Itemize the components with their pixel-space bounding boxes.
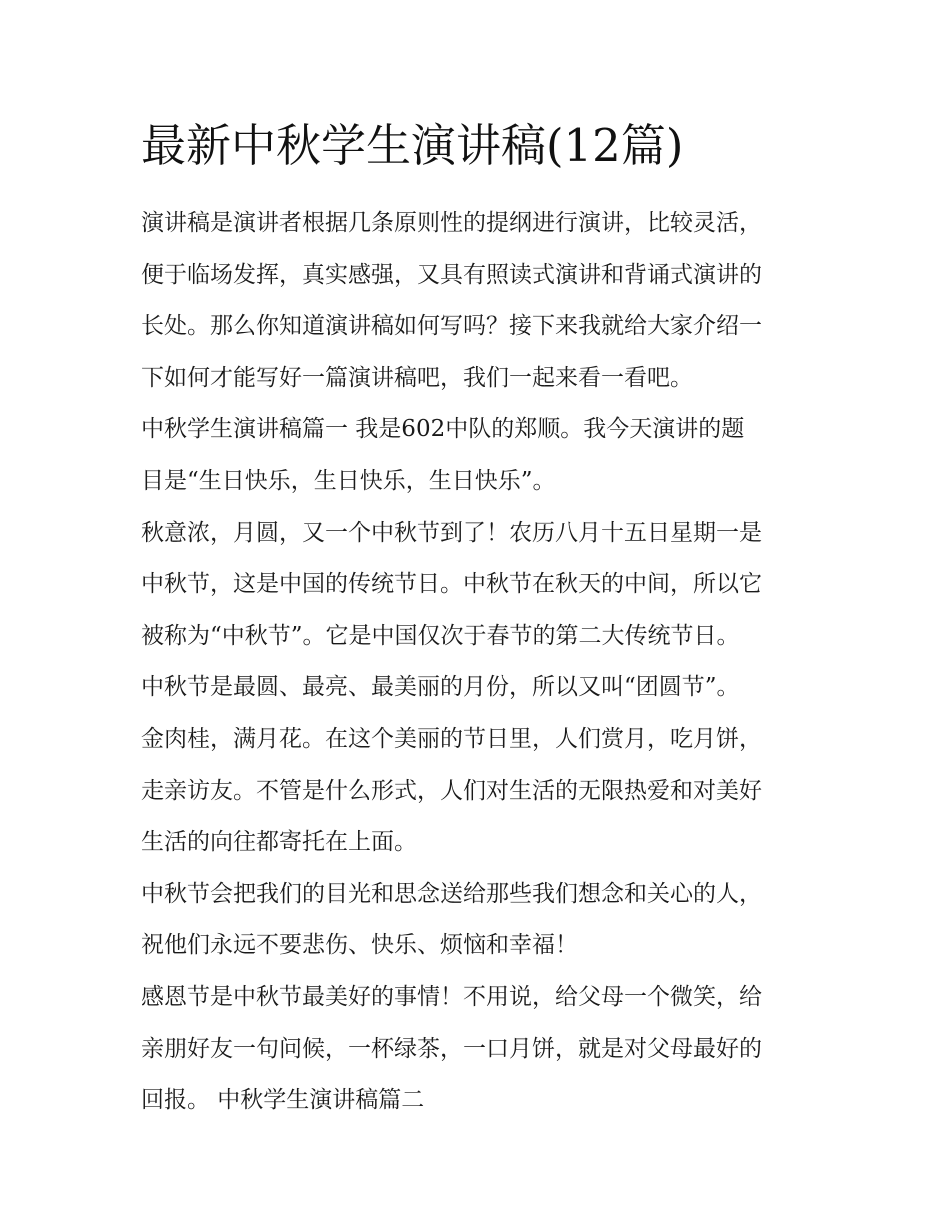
text-line: 金肉桂，满月花。在这个美丽的节日里，人们赏月，吃月饼， bbox=[141, 725, 762, 752]
text-line: 秋意浓，月圆，又一个中秋节到了！农历八月十五日星期一是 bbox=[141, 519, 762, 546]
text-line: 中秋节会把我们的目光和思念送给那些我们想念和关心的人， bbox=[141, 880, 762, 907]
text-line: 走亲访友。不管是什么形式，人们对生活的无限热爱和对美好 bbox=[141, 777, 762, 804]
text-line: 演讲稿是演讲者根据几条原则性的提纲进行演讲，比较灵活， bbox=[141, 210, 762, 236]
document-body bbox=[141, 198, 821, 1127]
text-line: 便于临场发挥，真实感强，又具有照读式演讲和背诵式演讲的 bbox=[141, 261, 762, 288]
text-line: 生活的向往都寄托在上面。 bbox=[141, 829, 417, 856]
text-line: 中秋学生演讲稿篇一 我是602中队的郑顺。我今天演讲的题 bbox=[141, 416, 745, 443]
text-line: 中秋节是最圆、最亮、最美丽的月份，所以又叫“团圆节”。 bbox=[141, 674, 740, 701]
text-line: 感恩节是中秋节最美好的事情！不用说，给父母一个微笑，给 bbox=[141, 983, 762, 1010]
text-line: 亲朋好友一句问候，一杯绿茶，一口月饼，就是对父母最好的 bbox=[141, 1035, 762, 1062]
text-line: 被称为“中秋节”。它是中国仅次于春节的第二大传统节日。 bbox=[141, 622, 740, 649]
document-title: 最新中秋学生演讲稿(12篇) bbox=[141, 119, 684, 172]
text-line: 目是“生日快乐，生日快乐，生日快乐”。 bbox=[141, 467, 556, 494]
text-line: 长处。那么你知道演讲稿如何写吗？接下来我就给大家介绍一 bbox=[141, 313, 762, 340]
text-line: 中秋节，这是中国的传统节日。中秋节在秋天的中间，所以它 bbox=[141, 571, 762, 598]
text-line: 回报。 中秋学生演讲稿篇二 bbox=[141, 1087, 425, 1114]
text-line: 下如何才能写好一篇演讲稿吧，我们一起来看一看吧。 bbox=[141, 364, 693, 391]
text-line: 祝他们永远不要悲伤、快乐、烦恼和幸福！ bbox=[141, 932, 578, 959]
